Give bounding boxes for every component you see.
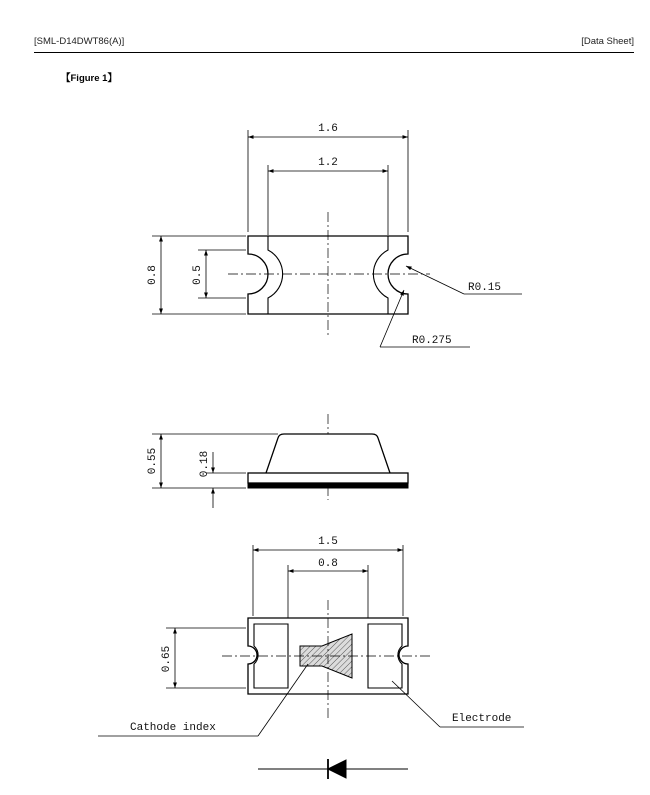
side-electrode-strip [248,483,408,488]
header-part-number: [SML-D14DWT86(A)] [34,36,125,47]
dim-bottom-height: 0.65 [161,645,173,673]
bottom-view [98,545,524,736]
dim-notch-width: 0.5 [192,265,204,285]
figure-title: 【Figure 1】 [61,73,117,84]
dim-bottom-width-overall: 1.5 [318,536,338,548]
leader-r015 [406,266,464,294]
side-view [152,414,408,508]
diode-triangle [328,760,346,778]
dim-radius-small: R0.15 [468,282,502,294]
electrode-label: Electrode [452,713,512,725]
dim-side-height-base: 0.18 [199,450,211,478]
leader-electrode [392,681,440,727]
dim-width-inner: 1.2 [318,157,338,169]
header-doc-type: [Data Sheet] [581,36,634,47]
cathode-index-label: Cathode index [130,722,216,734]
dim-radius-large: R0.275 [412,335,452,347]
dim-height-overall: 0.8 [147,265,159,285]
dim-bottom-width-inner: 0.8 [318,558,338,570]
dim-width-overall: 1.6 [318,123,338,135]
side-base [248,473,408,483]
side-lens-dome [266,434,390,473]
dim-side-height-total: 0.55 [147,447,159,475]
diode-symbol-icon [258,759,408,779]
